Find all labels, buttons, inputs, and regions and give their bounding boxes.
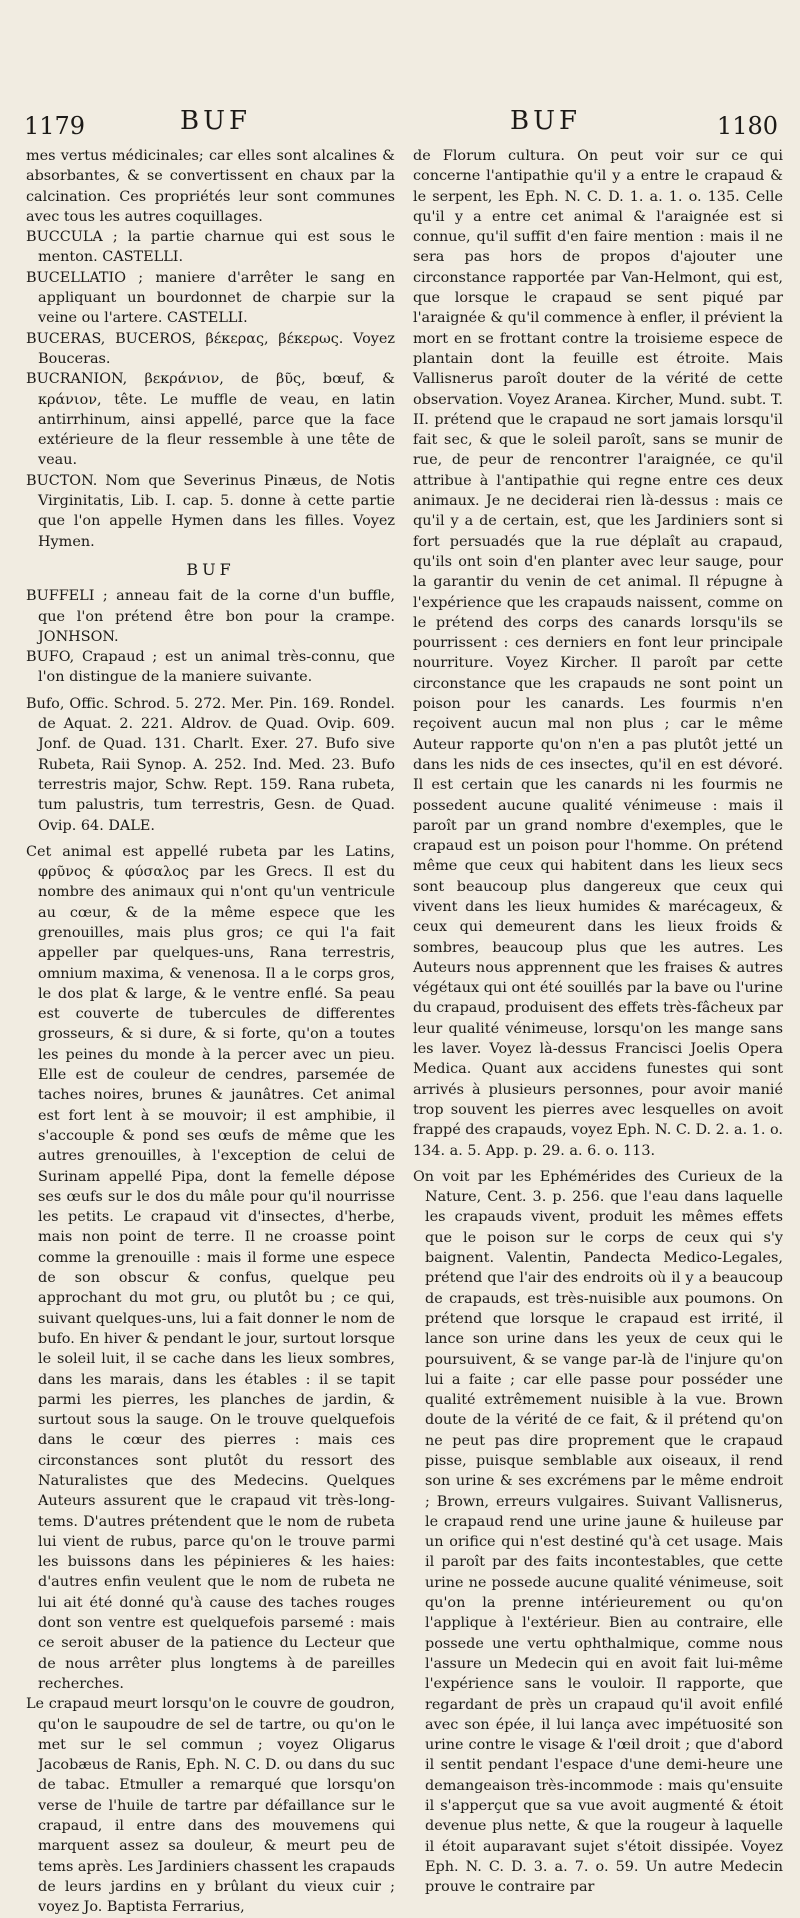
- bufo-ephemerides-paragraph: On voit par les Ephémérides des Curieux de la Nature, Cent. 3. p. 256. que l'eau dans laquelle les crapauds vivent, produit les mêmes effets que le poison sur le corps de ceux qui s'y baignent. Valentin, Pandecta Medico-Legales, prétend que l'air des endroits où il y a beaucoup de crapauds, est très-nuisible aux poumons. On prétend que lorsque le crapaud est irrité, il lance son urine dans les yeux de ceux qui le poursuivent, & se vange par-là de l'injure qu'on lui a faite ; car elle passe pour posséder une qualité extrêmement nuisible à la vue. Brown doute de la vérité de ce fait, & il prétend qu'on ne peut pas dire proprement que le crapaud pisse, puisque semblable aux oiseaux, il rend son urine & ses excrémens par le même endroit ; Brown, erreurs vulgaires. Suivant Vallisnerus, le crapaud rend une urine jaune & huileuse par un orifice qui n'est destiné qu'à cet usage. Mais il paroît par des faits incontestables, que cette urine ne possede aucune qualité vénimeuse, soit qu'on la prenne intérieurement ou qu'on l'applique à l'extérieur. Bien au contraire, elle possede une vertu ophthalmique, comme nous l'assure un Medecin qui en avoit fait lui-même l'expérience sans le vouloir. Il rapporte, que regardant de près un crapaud qu'il avoit enfilé avec son épée, il lui lança avec impétuosité son urine contre le visage & l'œil droit ; que d'abord il sentit pendant l'espace d'une demi-heure une demangeaison très-incommode : mais qu'ensuite il s'apperçut que sa vue avoit augmenté & étoit devenue plus nette, & que la rougeur à laquelle il étoit auparavant sujet s'étoit dissipée. Voyez Eph. N. C. D. 3. a. 7. o. 59. Un autre Medecin prouve le contraire par: [413, 1168, 783, 1896]
- bufo-antipathy-paragraph: de Florum cultura. On peut voir sur ce qui concerne l'antipathie qu'il y a entre le crapaud & le serpent, les Eph. N. C. D. 1. a. 1. o. 135. Celle qu'il y a entre cet animal & l'araignée est si connue, qu'il suffit d'en faire mention : mais il ne sera pas hors de propos d'ajouter une circonstance rapportée par Van-Helmont, qui est, que lorsque le crapaud se sent piqué par l'araignée & qu'il commence à enfler, il prévient la mort en se frottant contre la troisieme espece de plantain dont la feuille est étroite. Mais Vallisnerus paroît douter de la vérité de cette observation. Voyez Aranea. Kircher, Mund. subt. T. II. prétend que le crapaud ne sort jamais lorsqu'il fait sec, & que le soleil paroît, sans se munir de rue, de peur de rencontrer l'araignée, ce qu'il attribue à l'antipathie qui regne entre ces deux animaux. Je ne deciderai rien là-dessus : mais ce qu'il y a de certain, est, que les Jardiniers sont si fort persuadés que la rue déplaît au crapaud, qu'ils ont soin d'en planter avec leur sauge, pour la garantir du venin de cet animal. Il répugne à l'expérience que les crapauds naissent, comme on le prétend des corps des canards lorsqu'ils se pourrissent : ces derniers en font leur principale nourriture. Voyez Kircher. Il paroît par cette circonstance que les crapauds ne sont point un poison pour les canards. Les fourmis n'en reçoivent aucun mal non plus ; car le même Auteur rapporte qu'on n'en a pas plutôt jetté un dans les nids de ces insectes, qu'il en est dévoré. Il est certain que les canards ni les fourmis ne possedent aucune qualité vénimeuse : mais il paroît par un grand nombre d'exemples, que le crapaud est un poison pour l'homme. On prétend même que ceux qui habitent dans les lieux secs sont beaucoup plus dangereux que ceux qui vivent dans les lieux humides & marécageux, & ceux qui demeurent dans les lieux froids & sombres, beaucoup plus que les autres. Les Auteurs nous apprennent que les fraises & autres végétaux qui ont été souillés par la bave ou l'urine du crapaud, produisent des effets très-fâcheux par leur qualité vénimeuse, lorsqu'on les mange sans les laver. Voyez là-dessus Francisci Joelis Opera Medica. Quant aux accidens funestes qui sont arrivés à plusieurs personnes, pour avoir manié trop souvent les pierres avec lesquelles on avoit frappé des crapauds, voyez Eph. N. C. D. 2. a. 1. o. 134. a. 5. App. p. 29. a. 6. o. 113.: [413, 148, 784, 1159]
- bufo-synonymy: Bufo, Offic. Schrod. 5. 272. Mer. Pin. 169. Rondel. de Aquat. 2. 221. Aldrov. de Quad. Ovip. 609. Jonf. de Quad. 131. Charlt. Exer. 27. Bufo sive Rubeta, Raii Synop. A. 252. Ind. Med. 23. Bufo terrestris major, Schw. Rept. 159. Rana rubeta, tum palustris, tum terrestris, Gesn. de Quad. Ovip. 64. DALE.: [26, 695, 395, 834]
- entry-continuation: mes vertus médicinales; car elles sont alcalines & absorbantes, & se convertissent en chaux par la calcination. Ces propriétés leur sont communes avec tous les autres coquillages.: [26, 148, 395, 225]
- entry-bucranion: BUCRANION, βεκράνιον, de βῦς, bœuf, & κράνιον, tête. Le muffle de veau, en latin antirrhinum, ainsi appellé, parce que la face extérieure de la fleur ressemble à une tête de veau.: [26, 371, 395, 469]
- entry-buccula: BUCCULA ; la partie charnue qui est sous le menton. CASTELLI.: [26, 229, 395, 266]
- page-number-right: 1180: [716, 112, 778, 140]
- right-column: [413, 146, 784, 1896]
- running-head-left: BUF: [180, 106, 252, 136]
- entry-bucton: BUCTON. Nom que Severinus Pinæus, de Notis Virginitatis, Lib. I. cap. 5. donne à cette partie que l'on appelle Hymen dans les filles. Voyez Hymen.: [26, 472, 395, 550]
- entry-bufo: BUFO, Crapaud ; est un animal très-connu, que l'on distingue de la maniere suivante.: [26, 649, 395, 686]
- section-heading-buf: BUF: [186, 559, 235, 579]
- entry-bucellatio: BUCELLATIO ; maniere d'arrêter le sang en appliquant un bourdonnet de charpie sur la veine ou l'artere. CASTELLI.: [26, 269, 395, 327]
- page-number-left: 1179: [24, 112, 86, 140]
- bufo-description: Cet animal est appellé rubeta par les Latins, φρῦνος & φύσαλος par les Grecs. Il est du nombre des animaux qui n'ont qu'un ventricule au cœur, & de la même espece que les grenouilles, mais plus gros; ce qui l'a fait appeller par quelques-uns, Rana terrestris, omnium maxima, & venenosa. Il a le corps gros, le dos plat & large, & le ventre enflé. Sa peau est couverte de tubercules de differentes grosseurs, & si dure, & si forte, qu'on a toutes les peines du monde à la percer avec un pieu. Elle est de couleur de cendres, parsemée de taches noires, brunes & jaunâtres. Cet animal est fort lent à se mouvoir; il est amphibie, il s'accouple & pond ses œufs de même que les autres grenouilles, à l'exception de celui de Surinam appellé Pipa, dont la femelle dépose ses œufs sur le dos du mâle pour qu'il nourrisse les petits. Le crapaud vit d'insectes, d'herbe, mais non point de terre. Il ne croasse point comme la grenouille : mais il forme une espece de son obscur & confus, quelque peu approchant du mot gru, ou plutôt bu ; ce qui, suivant quelques-uns, lui a fait donner le nom de bufo. En hiver & pendant le jour, surtout lorsque le soleil luit, il se cache dans les lieux sombres, dans les marais, dans les étables : il se tapit parmi les pierres, les planches de jardin, & surtout sous la sauge. On le trouve quelquefois dans le cœur des pierres : mais ces circonstances sont plutôt du ressort des Naturalistes que des Medecins. Quelques Auteurs assurent que le crapaud vit très-long-tems. D'autres prétendent que le nom de rubeta lui vient de rubus, parce qu'on le trouve parmi les buissons dans les pépinieres & les haies: d'autres enfin veulent que le nom de rubeta ne lui ait été donné qu'à cause des taches rouges dont son ventre est quelquefois parsemé : mais ce seroit abuser de la patience du Lecteur que de nous arrêter plus longtems à de pareilles recherches.: [26, 843, 395, 1692]
- entry-buffeli: BUFFELI ; anneau fait de la corne d'un buffle, que l'on prétend être bon pour la crampe. JONHSON.: [26, 588, 395, 645]
- bufo-death-paragraph: Le crapaud meurt lorsqu'on le couvre de goudron, qu'on le saupoudre de sel de tartre, ou qu'on le met sur le sel commun ; voyez Oligarus Jacobæus de Ranis, Eph. N. C. D. ou dans du suc de tabac. Etmuller a remarqué que lorsqu'on verse de l'huile de tartre par défaillance sur le crapaud, il entre dans des mouvemens qui marquent assez sa douleur, & meurt peu de tems après. Les Jardiniers chassent les crapauds de leurs jardins en y brûlant du vieux cuir ; voyez Jo. Baptista Ferrarius,: [26, 1696, 395, 1916]
- running-head-right: BUF: [510, 106, 582, 136]
- entry-buceras: BUCERAS, BUCEROS, βέκερας, βέκερως. Voyez Bouceras.: [26, 330, 395, 367]
- left-column: [26, 146, 395, 1916]
